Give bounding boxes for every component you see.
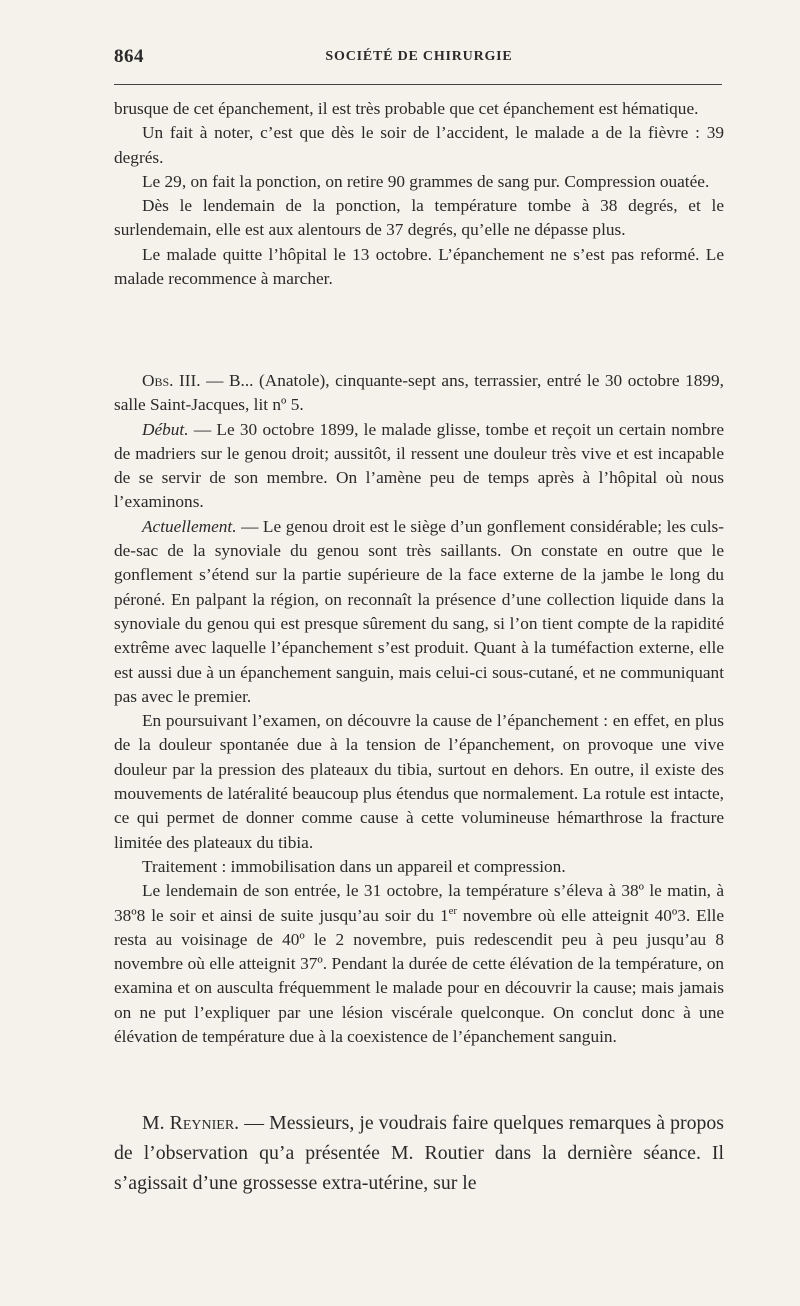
running-title: SOCIÉTÉ DE CHIRURGIE bbox=[325, 49, 513, 64]
observation-2-end bbox=[114, 97, 724, 291]
observation-label: Obs. III. bbox=[142, 371, 201, 390]
observation-3 bbox=[114, 369, 724, 1049]
page-number: 864 bbox=[114, 46, 144, 67]
actuellement-text: — Le genou droit est le siège d’un gonflement considérable; les culs-de-sac de la synoviale du genou sont très saillants. On constate en outre que le gonflement s’étend sur la partie supérieure de la face externe de la jambe le long du péroné. En palpant la région, on reconnaît la présence d’une collection liquide dans la synoviale du genou qui est presque sûrement du sang, si l’on tient compte de la rapidité extrême avec laquelle l’épanchement s’est produit. Quant à la tuméfaction externe, elle est aussi due à un épanchement sanguin, mais celui-ci sous-cutané, et ne communiquant pas avec le premier. bbox=[114, 516, 724, 706]
observation-intro-text: — B... (Anatole), cinquante-sept ans, terrassier, entré le 30 octobre 1899, salle Saint-Jacques, lit nº 5. bbox=[114, 371, 724, 415]
superscript-er: er bbox=[448, 904, 457, 917]
paragraph: Dès le lendemain de la ponction, la température tombe à 38 degrés, et le surlendemain, elle est aux alentours de 37 degrés, qu’elle ne dépasse plus. bbox=[114, 196, 724, 240]
temperature-text-a: Le lendemain de son entrée, le 31 octobre, la température s’éleva à 38º le matin, à 38º8 le soir et ainsi de suite jusqu’au soir du 1 bbox=[114, 881, 724, 925]
paragraph: Le 29, on fait la ponction, on retire 90 grammes de sang pur. Compression ouatée. bbox=[142, 171, 710, 191]
reynier-remarks bbox=[114, 1108, 724, 1198]
paragraph-actuellement bbox=[114, 515, 724, 709]
paragraph-debut bbox=[114, 418, 724, 515]
paragraph: En poursuivant l’examen, on découvre la cause de l’épanchement : en effet, en plus de la douleur spontanée due à la tension de l’épanchement, on provoque une vive douleur par la pression des plateaux du tibia, surtout en dehors. En outre, il existe des mouvements de latéralité beaucoup plus étendus que normalement. La rotule est intacte, ce qui permet de donner comme cause à cette volumineuse hémarthrose la fracture limitée des plateaux du tibia. bbox=[114, 711, 724, 852]
speaker-text: — Messieurs, je voudrais faire quelques remarques à propos de l’observation qu’a présentée M. Routier dans la dernière séance. Il s’agissait d’une grossesse extra-utérine, sur le bbox=[114, 1112, 725, 1194]
paragraph-traitement: Traitement : immobilisation dans un appareil et compression. bbox=[142, 856, 566, 876]
temperature-text-b: novembre où elle atteignit 40º3. Elle resta au voisinage de 40º le 2 novembre, puis redescendit peu à peu jusqu’au 8 novembre où elle atteignit 37º. Pendant la durée de cette élévation de la température, on examina et on ausculta fréquemment le malade pour en découvrir la cause; mais jamais on ne put l’expliquer par une lésion viscérale quelconque. On conclut donc à une élévation de température due à la coexistence de l’épanchement sanguin. bbox=[114, 905, 724, 1047]
paragraph: Le malade quitte l’hôpital le 13 octobre. L’épanchement ne s’est pas reformé. Le malade recommence à marcher. bbox=[114, 244, 724, 289]
paragraph-temperature bbox=[114, 879, 724, 1049]
section-label-actuellement: Actuellement. bbox=[142, 516, 237, 536]
speaker-prefix: M. bbox=[142, 1112, 170, 1134]
speaker-name: Reynier. bbox=[169, 1112, 240, 1134]
paragraph: brusque de cet épanchement, il est très probable que cet épanchement est hématique. bbox=[114, 99, 699, 118]
header-rule bbox=[114, 84, 722, 85]
speaker-paragraph bbox=[114, 1108, 724, 1198]
observation-intro bbox=[114, 369, 724, 418]
page-header bbox=[114, 46, 724, 70]
section-label-debut: Début. bbox=[142, 419, 189, 439]
debut-text: — Le 30 octobre 1899, le malade glisse, tombe et reçoit un certain nombre de madriers sur le genou droit; aussitôt, il ressent une douleur très vive et est incapable de se servir de son membre. On l’amène peu de temps après à l’hôpital où nous l’examinons. bbox=[114, 419, 724, 512]
paragraph: Un fait à noter, c’est que dès le soir de l’accident, le malade a de la fièvre : 39 degrés. bbox=[114, 123, 724, 167]
